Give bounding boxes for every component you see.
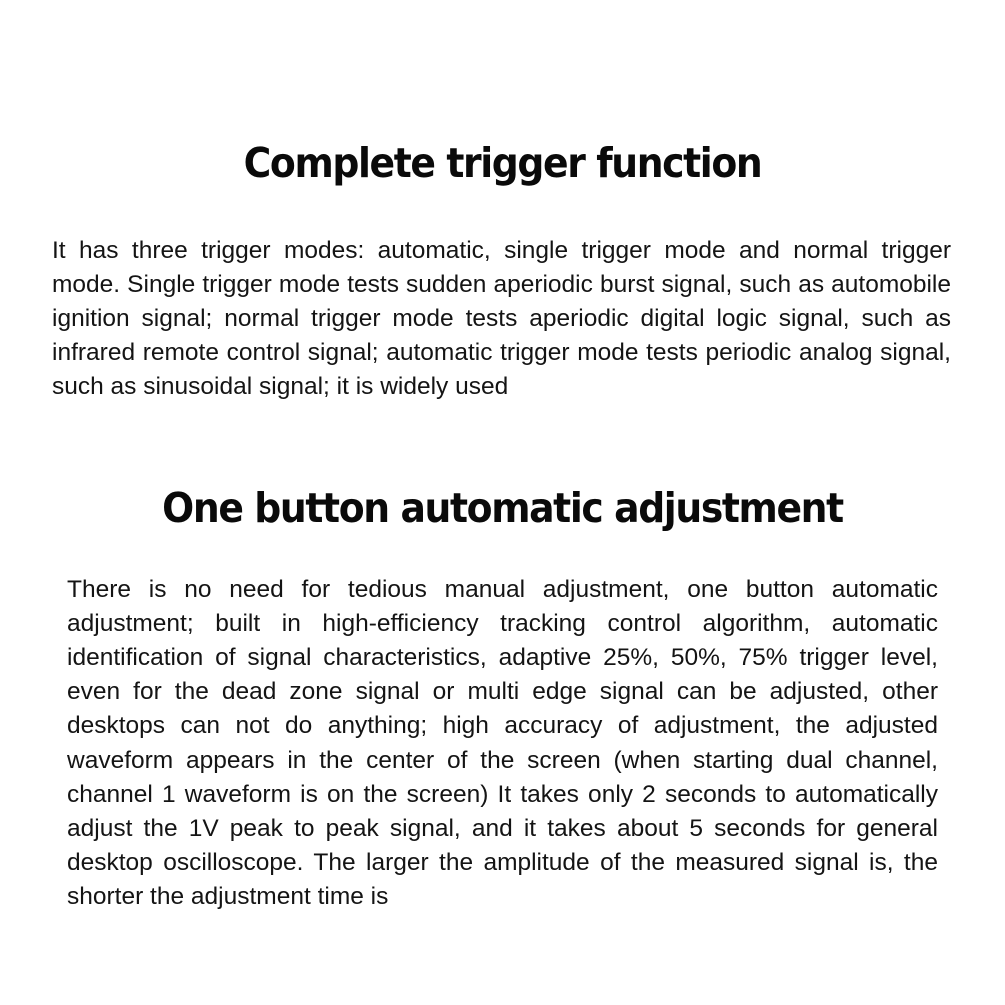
- section-body-auto-adjust: There is no need for tedious manual adjustment, one button automatic adjustment; built in high-efficiency tracking control algorithm, automatic identification of signal characteristics, adaptive 25%, 50%, 75% trigger level, even for the dead zone signal or multi edge signal can be adjusted, other desktops can not do anything; high accuracy of adjustment, the adjusted waveform appears in the center of the screen (when starting dual channel, channel 1 waveform is on the screen) It takes only 2 seconds to automatically adjust the 1V peak to peak signal, and it takes about 5 seconds for general desktop oscilloscope. The larger the amplitude of the measured signal is, the shorter the adjustment time is: [67, 575, 938, 911]
- section-heading-auto-adjust: One button automatic adjustment: [162, 484, 843, 533]
- section-heading-trigger: Complete trigger function: [243, 139, 762, 188]
- section-body-trigger: It has three trigger modes: automatic, single trigger mode and normal trigger mode. Single trigger mode tests sudden aperiodic burst signal, such as automobile ignition signal; normal trigger mode tests aperiodic digital logic signal, such as infrared remote control signal; automatic trigger mode tests periodic analog signal, such as sinusoidal signal; it is widely used: [52, 236, 951, 401]
